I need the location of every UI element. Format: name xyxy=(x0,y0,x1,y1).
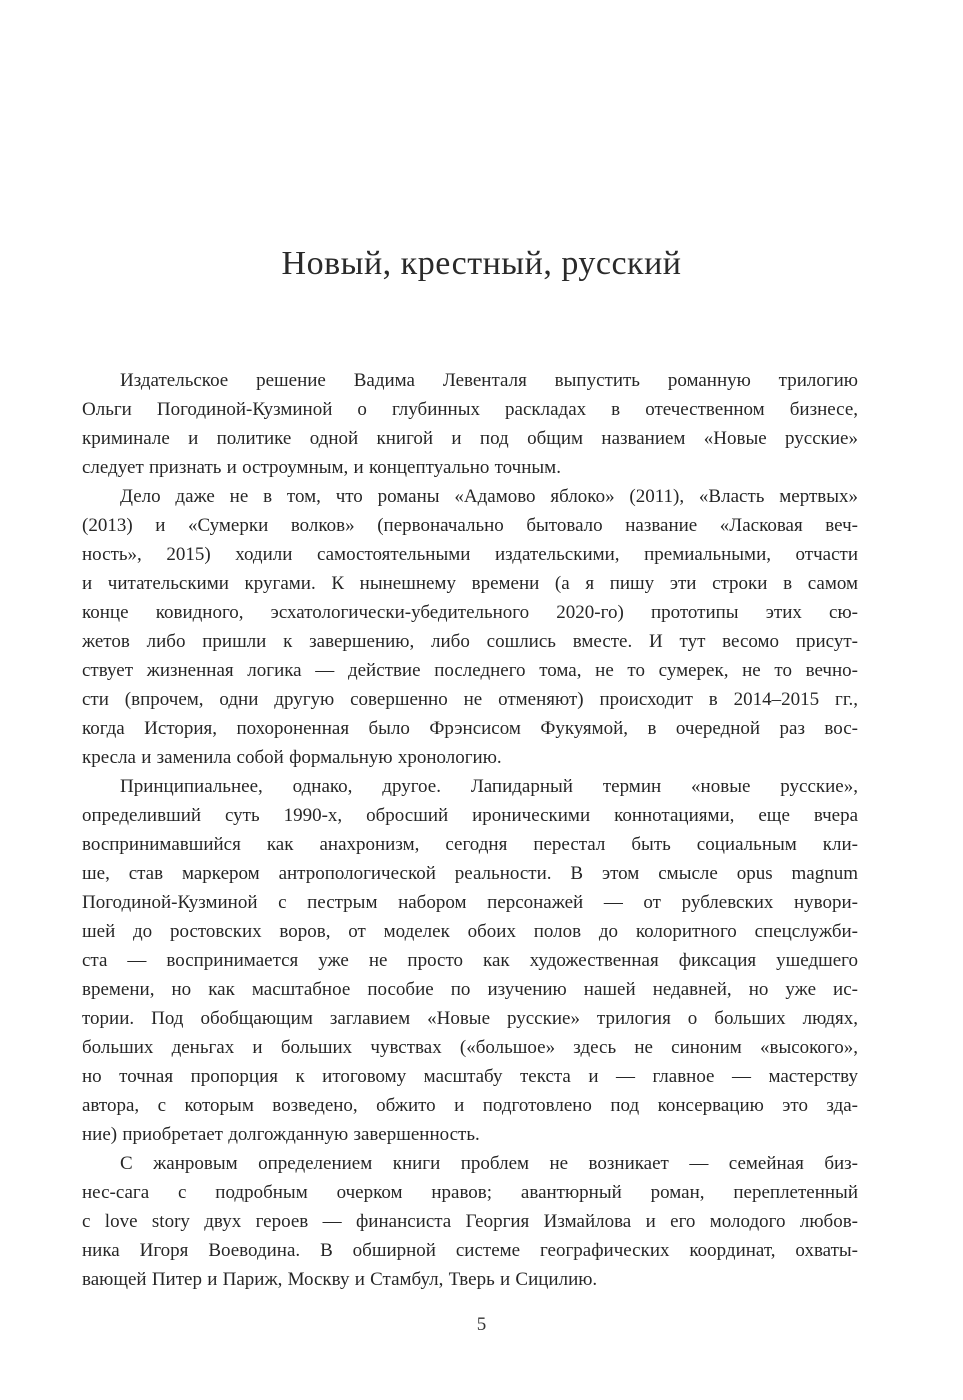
text-line: С жанровым определением книги проблем не возникает — семейная биз- xyxy=(120,1153,858,1174)
text-line: тории. Под обобщающим заглавием «Новые русские» трилогия о больших людях, xyxy=(82,1008,858,1029)
text-line: воспринимавшийся как анахронизм, сегодня перестал быть социальным кли- xyxy=(82,834,858,855)
text-line: определивший суть 1990-х, обросший ироническими коннотациями, еще вчера xyxy=(82,805,858,826)
text-line: (2013) и «Сумерки волков» (первоначально бытовало название «Ласковая веч- xyxy=(82,515,858,536)
text-line: ше, став маркером антропологической реальности. В этом смысле opus magnum xyxy=(82,863,858,884)
text-line: Дело даже не в том, что романы «Адамово яблоко» (2011), «Власть мертвых» xyxy=(120,486,858,507)
text-line: ста — воспринимается уже не просто как художественная фиксация ушедшего xyxy=(82,950,858,971)
text-line: кресла и заменила собой формальную хронологию. xyxy=(82,747,502,768)
text-line: криминале и политике одной книгой и под общим названием «Новые русские» xyxy=(82,428,858,449)
paragraph xyxy=(82,1149,858,1294)
page-title: Новый, крестный, русский xyxy=(281,245,682,282)
text-line: автора, с которым возведено, обжито и подготовлено под консервацию это зда- xyxy=(82,1095,858,1116)
text-line: Издательское решение Вадима Левенталя выпустить романную трилогию xyxy=(120,370,858,391)
text-line: когда История, похороненная было Фрэнсисом Фукуямой, в очередной раз вос- xyxy=(82,718,858,739)
text-line: больших деньгах и больших чувствах («большое» здесь не синоним «высокого», xyxy=(82,1037,858,1058)
text-line: Погодиной-Кузминой с пестрым набором персонажей — от рублевских нувори- xyxy=(82,892,858,913)
text-line: ника Игоря Воеводина. В обширной системе географических координат, охваты- xyxy=(82,1240,858,1261)
text-line: времени, но как масштабное пособие по изучению нашей недавней, но уже ис- xyxy=(82,979,858,1000)
text-line: конце ковидного, эсхатологически-убедительного 2020-го) прототипы этих сю- xyxy=(82,602,858,623)
text-line: и читательскими кругами. К нынешнему времени (а я пишу эти строки в самом xyxy=(82,573,858,594)
text-line: с love story двух героев — финансиста Георгия Измайлова и его молодого любов- xyxy=(82,1211,858,1232)
text-line: вающей Питер и Париж, Москву и Стамбул, Тверь и Сицилию. xyxy=(82,1269,598,1290)
text-line: ние) приобретает долгожданную завершенность. xyxy=(82,1124,480,1145)
paragraph-block xyxy=(82,366,858,1294)
page-number: 5 xyxy=(476,1314,487,1335)
paragraph xyxy=(82,772,858,1149)
text-line: жетов либо пришли к завершению, либо сошлись вместе. И тут весомо присут- xyxy=(82,631,858,652)
text-line: Ольги Погодиной-Кузминой о глубинных раскладах в отечественном бизнесе, xyxy=(82,399,858,420)
text-line: ность», 2015) ходили самостоятельными издательскими, премиальными, отчасти xyxy=(82,544,858,565)
paragraph xyxy=(82,482,858,772)
text-line: но точная пропорция к итоговому масштабу текста и — главное — мастерству xyxy=(82,1066,858,1087)
text-line: ствует жизненная логика — действие последнего тома, не то сумерек, не то вечно- xyxy=(82,660,858,681)
text-line: шей до ростовских воров, от моделек обоих полов до колоритного спецслужби- xyxy=(82,921,858,942)
text-line: сти (впрочем, одни другую совершенно не отменяют) происходит в 2014–2015 гг., xyxy=(82,689,858,710)
text-line: следует признать и остроумным, и концептуально точным. xyxy=(82,457,561,478)
paragraph xyxy=(82,366,858,482)
text-line: Принципиальнее, однако, другое. Лапидарный термин «новые русские», xyxy=(120,776,858,797)
text-line: нес-сага с подробным очерком нравов; авантюрный роман, переплетенный xyxy=(82,1182,858,1203)
